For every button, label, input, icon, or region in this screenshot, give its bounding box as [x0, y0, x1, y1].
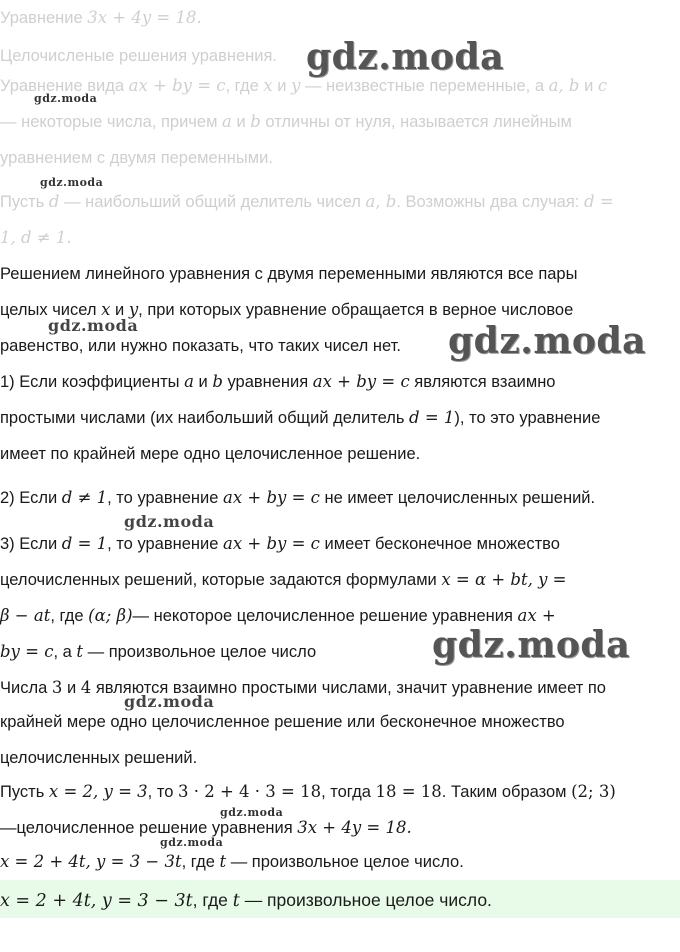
solution-line-6	[0, 850, 680, 874]
text: ), то это уравнение	[454, 409, 601, 427]
formula: d = 1	[409, 408, 455, 427]
text: 2) Если	[0, 489, 62, 507]
faded-text: — некоторые числа, причем	[0, 113, 223, 131]
formula: ax + by = c	[312, 372, 410, 391]
text: не имеет целочисленных решений.	[319, 489, 596, 507]
formula: ax + by = c	[128, 76, 226, 95]
formula: 18 = 18	[375, 782, 442, 801]
variable: b	[212, 372, 223, 391]
faded-text: Пусть	[0, 193, 49, 211]
text: —целочисленное решение уравнения	[0, 819, 298, 837]
watermark: gdz.moda	[124, 692, 215, 711]
variable: a, b	[548, 76, 580, 95]
faded-line-7	[0, 226, 680, 250]
text: — произвольное целое число	[83, 643, 317, 661]
watermark: gdz.moda	[432, 624, 630, 666]
answer-line	[0, 888, 680, 913]
formula: d ≠ 1	[61, 488, 108, 507]
formula: x = α + bt, y =	[441, 570, 567, 589]
text: уравнения	[222, 373, 313, 391]
text: и	[110, 301, 129, 319]
watermark: gdz.moda	[48, 316, 139, 335]
variable: t	[76, 642, 84, 661]
faded-text: — наибольший общий делитель чисел	[59, 193, 366, 211]
formula: d = 1	[61, 534, 108, 553]
watermark: gdz.moda	[220, 806, 284, 819]
formula: ax +	[517, 606, 556, 625]
text: , то уравнение	[107, 535, 224, 553]
text: , где	[181, 853, 220, 871]
variable: y	[291, 76, 301, 95]
text: Числа	[0, 679, 52, 697]
number: 4	[80, 678, 92, 697]
formula: (2; 3)	[571, 782, 616, 801]
watermark: gdz.moda	[124, 512, 215, 531]
case-1-line-1	[0, 370, 680, 394]
case-2-line	[0, 486, 680, 510]
faded-line-1	[0, 6, 680, 30]
case-3-line-2	[0, 568, 680, 592]
text: и	[193, 373, 213, 391]
variable: d	[48, 192, 60, 211]
paragraph-line: Решением линейного уравнения с двумя переменными являются все пары	[0, 265, 578, 283]
faded-text: . Возможны два случая:	[396, 193, 584, 211]
variable: x	[101, 300, 111, 319]
text: 1) Если коэффициенты	[0, 373, 185, 391]
number: 3	[51, 678, 63, 697]
equation: 3x + 4y = 18.	[297, 818, 412, 837]
solution-line-1	[0, 676, 680, 700]
faded-text: и	[579, 77, 598, 95]
variable: a, b	[365, 192, 397, 211]
formula: d =	[583, 192, 614, 211]
text: 3) Если	[0, 535, 62, 553]
variable: y	[128, 300, 139, 319]
paragraph-line: равенство, или нужно показать, что таких чисел нет.	[0, 337, 401, 355]
formula: ax + by = c	[223, 488, 320, 507]
text: Пусть	[0, 783, 49, 801]
faded-text: , где	[225, 77, 264, 95]
text: и	[62, 679, 81, 697]
faded-text: Уравнение вида	[0, 77, 129, 95]
faded-text: и	[231, 113, 251, 131]
text: , то уравнение	[107, 489, 224, 507]
text: , то	[147, 783, 178, 801]
formula: (α; β)	[88, 606, 133, 625]
text: имеет бесконечное множество	[319, 535, 560, 553]
faded-line-2: Целочисленые решения уравнения.	[0, 47, 277, 65]
formula: by = c	[0, 642, 54, 661]
solution-line-2: крайней мере одно целочисленное решение или бесконечное множество	[0, 713, 565, 731]
text: , где	[192, 890, 233, 910]
formula: β − at	[0, 606, 51, 625]
text: простыми числами (их наибольший общий делитель	[0, 409, 410, 427]
text: целочисленных решений, которые задаются формулами	[0, 571, 442, 589]
text: — произвольное целое число.	[226, 853, 464, 871]
text: — произвольное целое число.	[239, 890, 492, 910]
formula: x = 2 + 4t, y = 3 − 3t	[0, 852, 182, 871]
answer-box	[0, 880, 680, 918]
text: — некоторое целочисленное решение уравнения	[132, 607, 518, 625]
faded-line-4	[0, 110, 680, 134]
text: , где	[50, 607, 89, 625]
solution-line-3: целочисленных решений.	[0, 749, 198, 767]
faded-text: отличны от нуля, называется линейным	[260, 113, 572, 131]
text: , а	[53, 643, 77, 661]
watermark: gdz.moda	[34, 92, 98, 105]
formula: 1, d ≠ 1.	[0, 228, 72, 247]
solution-line-4	[0, 780, 680, 804]
text: целых чисел	[0, 301, 102, 319]
formula: x = 2, y = 3	[48, 782, 148, 801]
equation: 3x + 4y = 18.	[87, 8, 202, 27]
variable: x	[263, 76, 273, 95]
faded-line-6	[0, 190, 680, 214]
case-3-line-1	[0, 532, 680, 556]
case-1-line-3: имеет по крайней мере одно целочисленное решение.	[0, 445, 421, 463]
variable: t	[219, 852, 227, 871]
formula: 3 · 2 + 4 · 3 = 18	[177, 782, 322, 801]
variable: b	[250, 112, 261, 131]
text: являются взаимно	[409, 373, 556, 391]
watermark: gdz.moda	[306, 36, 504, 78]
formula: ax + by = c	[223, 534, 320, 553]
watermark: gdz.moda	[448, 320, 646, 362]
text: являются взаимно простыми числами, значит уравнение имеет по	[91, 679, 606, 697]
faded-line-5: уравнением с двумя переменными.	[0, 149, 273, 167]
solution-line-5	[0, 816, 680, 840]
variable: t	[232, 891, 240, 911]
text: . Таким образом	[441, 783, 572, 801]
case-1-line-2	[0, 406, 680, 430]
variable: a	[184, 372, 194, 391]
watermark: gdz.moda	[160, 836, 224, 849]
formula: x = 2 + 4t, y = 3 − 3t	[0, 891, 193, 911]
variable: a	[222, 112, 232, 131]
variable: c	[597, 76, 608, 95]
faded-text: и	[272, 77, 292, 95]
faded-text: Уравнение	[0, 9, 88, 27]
text: , при которых уравнение обращается в верное числовое	[138, 301, 574, 319]
watermark: gdz.moda	[40, 176, 104, 189]
text: , тогда	[321, 783, 376, 801]
faded-text: — неизвестные переменные, а	[300, 77, 549, 95]
